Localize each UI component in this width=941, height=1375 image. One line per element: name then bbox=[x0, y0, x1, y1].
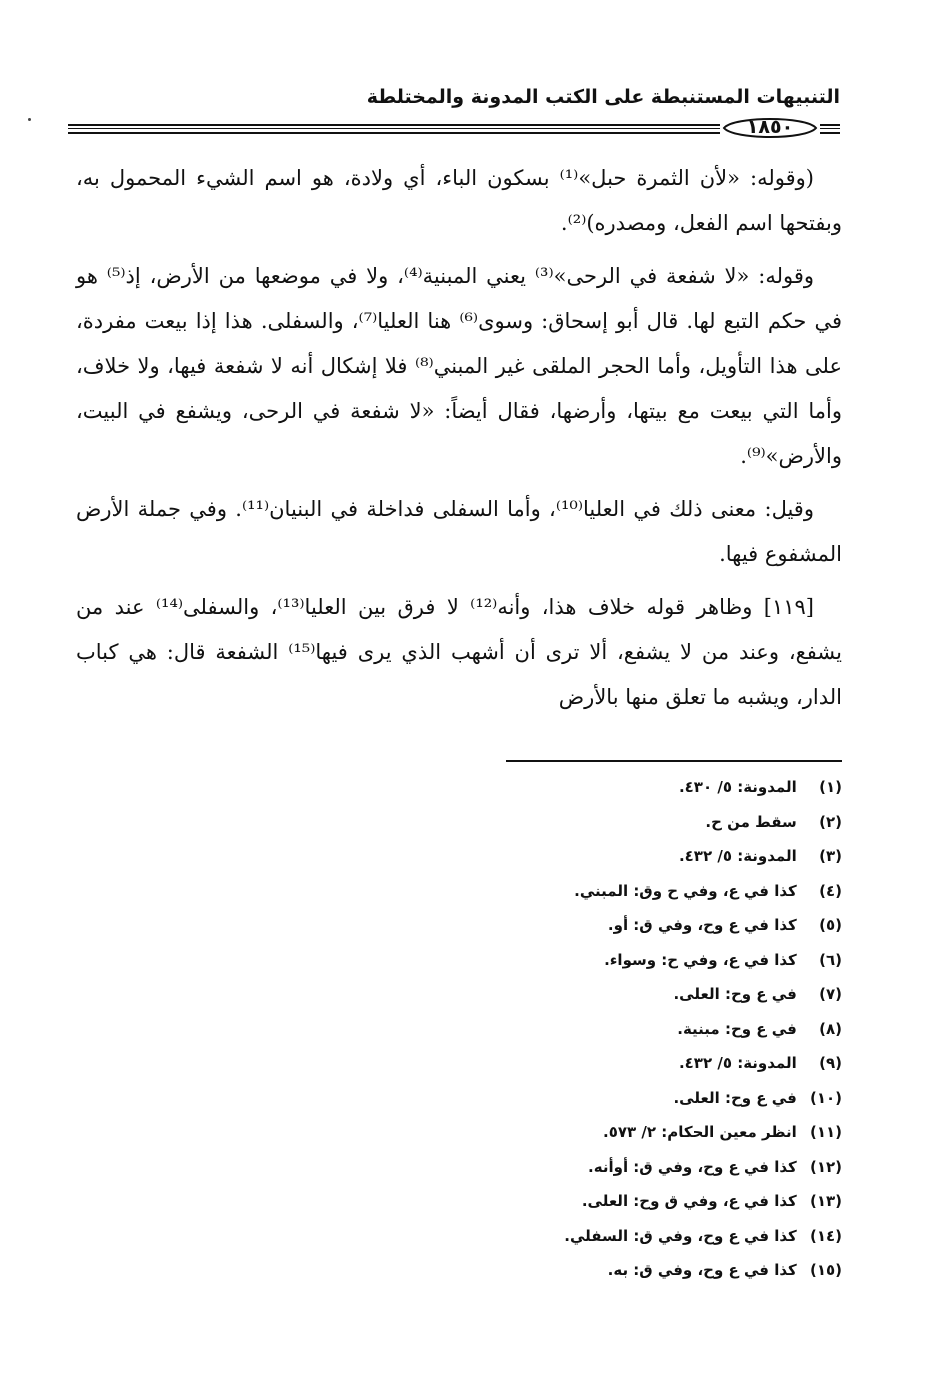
footnote-number: (٩) bbox=[819, 1054, 842, 1072]
footnote-text: كذا في ع وح، وفي ق: به. bbox=[607, 1261, 797, 1279]
footnote-item bbox=[300, 839, 842, 874]
footnote-text: المدونة: ٥/ ٤٣٢. bbox=[678, 847, 797, 865]
footnote-number: (٥) bbox=[819, 916, 842, 934]
footnote-text: كذا في ع، وفي ق وح: العلى. bbox=[581, 1192, 797, 1210]
footnote-item bbox=[300, 770, 842, 805]
footnote-item bbox=[300, 1081, 842, 1116]
paragraph-4: [١١٩] وظاهر قوله خلاف هذا، وأنه⁽¹²⁾ لا فرق بين العليا⁽¹³⁾، والسفلى⁽¹⁴⁾ عند من يشفع، وعند من لا يشفع، ألا ترى أن أشهب الذي يرى فيها⁽¹⁵⁾ الشفعة قال: هي كباب الدار، ويشبه ما تعلق منها بالأرض bbox=[76, 595, 842, 709]
footnote-number: (١٣) bbox=[809, 1192, 842, 1210]
footnotes-list bbox=[300, 770, 842, 1288]
footnote-text: المدونة: ٥/ ٤٣٢. bbox=[678, 1054, 797, 1072]
footnote-text: انظر معين الحكام: ٢/ ٥٧٣. bbox=[603, 1123, 797, 1141]
footnote-number: (١٤) bbox=[809, 1226, 842, 1245]
page-number: ١٨٥٠ bbox=[746, 116, 794, 138]
footnote-separator bbox=[506, 760, 842, 762]
footnote-text: كذا في ع، وفي ح: وسواء. bbox=[604, 950, 797, 969]
footnote-number: (٦) bbox=[819, 950, 842, 969]
paragraph-1: (وقوله: «لأن الثمرة حبل»⁽¹⁾ بسكون الباء، أي ولادة، هو اسم الشيء المحمول به، وبفتحها اسم الفعل، ومصدره)⁽²⁾. bbox=[76, 166, 842, 235]
footnote-item bbox=[300, 908, 842, 943]
footnote-number: (١٢) bbox=[809, 1157, 842, 1176]
footnote-text: سقط من ح. bbox=[705, 812, 797, 831]
footnote-text: كذا في ع وح، وفي ق: أوأنه. bbox=[588, 1157, 797, 1176]
footnote-number: (٤) bbox=[819, 881, 842, 900]
footnote-item bbox=[300, 943, 842, 978]
footnote-number: (٨) bbox=[819, 1019, 842, 1038]
footnote-text: كذا في ع وح، وفي ق: أو. bbox=[607, 916, 797, 934]
footnote-text: في ع وح: مبنية. bbox=[677, 1019, 797, 1038]
footnote-item bbox=[300, 1046, 842, 1081]
footnote-text: كذا في ع، وفي ح وق: المبني. bbox=[574, 881, 797, 900]
footnote-number: (١) bbox=[819, 778, 842, 796]
footnote-item bbox=[300, 1012, 842, 1047]
footnote-number: (١٠) bbox=[809, 1088, 842, 1107]
footnote-item bbox=[300, 1150, 842, 1185]
footnote-text: كذا في ع وح، وفي ق: السفلي. bbox=[564, 1226, 797, 1245]
footnote-text: في ع وح: العلى. bbox=[673, 1088, 797, 1107]
footnote-number: (١١) bbox=[809, 1123, 842, 1141]
running-header-title: التنبيهات المستنبطة على الكتب المدونة والمختلطة bbox=[366, 86, 840, 108]
scan-speck bbox=[28, 118, 31, 121]
paragraph-3: وقيل: معنى ذلك في العليا⁽¹⁰⁾، وأما السفلى فداخلة في البنيان⁽¹¹⁾. وفي جملة الأرض المشفوع فيها. bbox=[76, 497, 842, 566]
footnote-number: (٣) bbox=[819, 847, 842, 865]
footnote-text: في ع وح: العلى. bbox=[673, 985, 797, 1003]
footnote-text: المدونة: ٥/ ٤٣٠. bbox=[678, 778, 797, 796]
footnote-number: (٢) bbox=[819, 812, 842, 831]
footnote-item bbox=[300, 1184, 842, 1219]
footnote-item bbox=[300, 1253, 842, 1288]
footnote-item bbox=[300, 977, 842, 1012]
footnote-item bbox=[300, 805, 842, 840]
footnote-number: (١٥) bbox=[809, 1261, 842, 1279]
footnote-number: (٧) bbox=[819, 985, 842, 1003]
footnote-item bbox=[300, 1115, 842, 1150]
page-number-ornament bbox=[720, 114, 820, 142]
footnote-item bbox=[300, 874, 842, 909]
footnote-item bbox=[300, 1219, 842, 1254]
main-text bbox=[76, 156, 842, 728]
paragraph-2: وقوله: «لا شفعة في الرحى»⁽³⁾ يعني المبنية⁽⁴⁾، ولا في موضعها من الأرض، إذ⁽⁵⁾ هو في حكم التبع لها. قال أبو إسحاق: وسوى⁽⁶⁾ هنا العليا⁽⁷⁾، والسفلى. هذا إذا بيعت مفردة، على هذا التأويل، وأما الحجر الملقى غير المبني⁽⁸⁾ فلا إشكال أنه لا شفعة فيها، ولا خلاف، وأما التي بيعت مع بيتها، وأرضها، فقال أيضاً: «لا شفعة في الرحى، ويشفع في البيت، والأرض»⁽⁹⁾. bbox=[76, 264, 842, 468]
